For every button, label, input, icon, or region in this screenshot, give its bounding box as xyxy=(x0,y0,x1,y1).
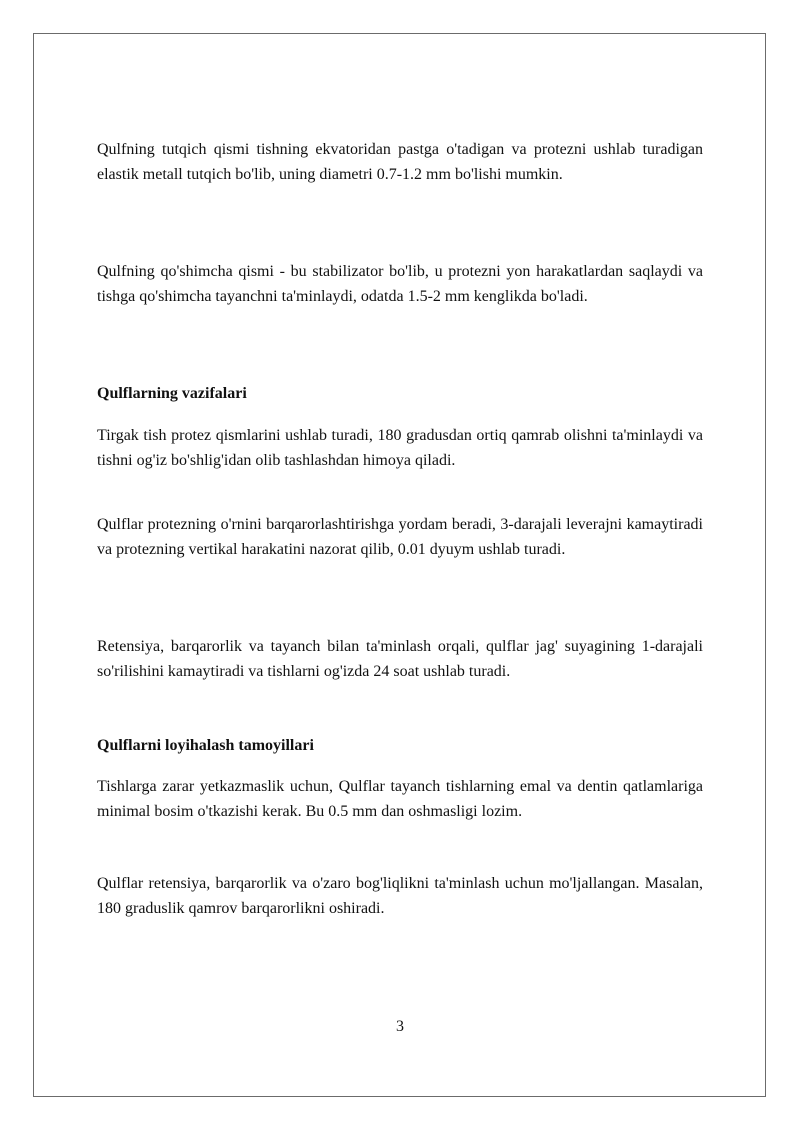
paragraph-functions-2: Qulflar protezning o'rnini barqarorlashtirishga yordam beradi, 3-darajali leverajni kamaytiradi va protezning vertikal harakatini nazorat qilib, 0.01 dyuym ushlab turadi. xyxy=(97,516,703,558)
section-heading-design-principles: Qulflarni loyihalash tamoyillari xyxy=(97,737,314,754)
paragraph-principles-1: Tishlarga zarar yetkazmaslik uchun, Qulflar tayanch tishlarning emal va dentin qatlamlariga minimal bosim o'tkazishi kerak. Bu 0.5 mm dan oshmasligi lozim. xyxy=(97,778,703,820)
paragraph-clasp-retentive-arm: Qulfning tutqich qismi tishning ekvatoridan pastga o'tadigan va protezni ushlab turadigan elastik metall tutqich bo'lib, uning diametri 0.7-1.2 mm bo'lishi mumkin. xyxy=(97,141,703,183)
paragraph-functions-1: Tirgak tish protez qismlarini ushlab turadi, 180 gradusdan ortiq qamrab olishni ta'minlaydi va tishni og'iz bo'shlig'idan olib tashlashdan himoya qiladi. xyxy=(97,427,703,469)
paragraph-functions-3: Retensiya, barqarorlik va tayanch bilan ta'minlash orqali, qulflar jag' suyagining 1-darajali so'rilishini kamaytiradi va tishlarni og'izda 24 soat ushlab turadi. xyxy=(97,638,703,680)
paragraph-clasp-stabilizer: Qulfning qo'shimcha qismi - bu stabilizator bo'lib, u protezni yon harakatlardan saqlaydi va tishga qo'shimcha tayanchni ta'minlaydi, odatda 1.5-2 mm kenglikda bo'ladi. xyxy=(97,263,703,305)
section-heading-clasp-functions: Qulflarning vazifalari xyxy=(97,385,247,402)
page-frame xyxy=(33,33,766,1097)
page-number: 3 xyxy=(396,1018,404,1035)
paragraph-principles-2: Qulflar retensiya, barqarorlik va o'zaro bog'liqlikni ta'minlash uchun mo'ljallangan. Masalan, 180 graduslik qamrov barqarorlikni oshiradi. xyxy=(97,875,703,917)
